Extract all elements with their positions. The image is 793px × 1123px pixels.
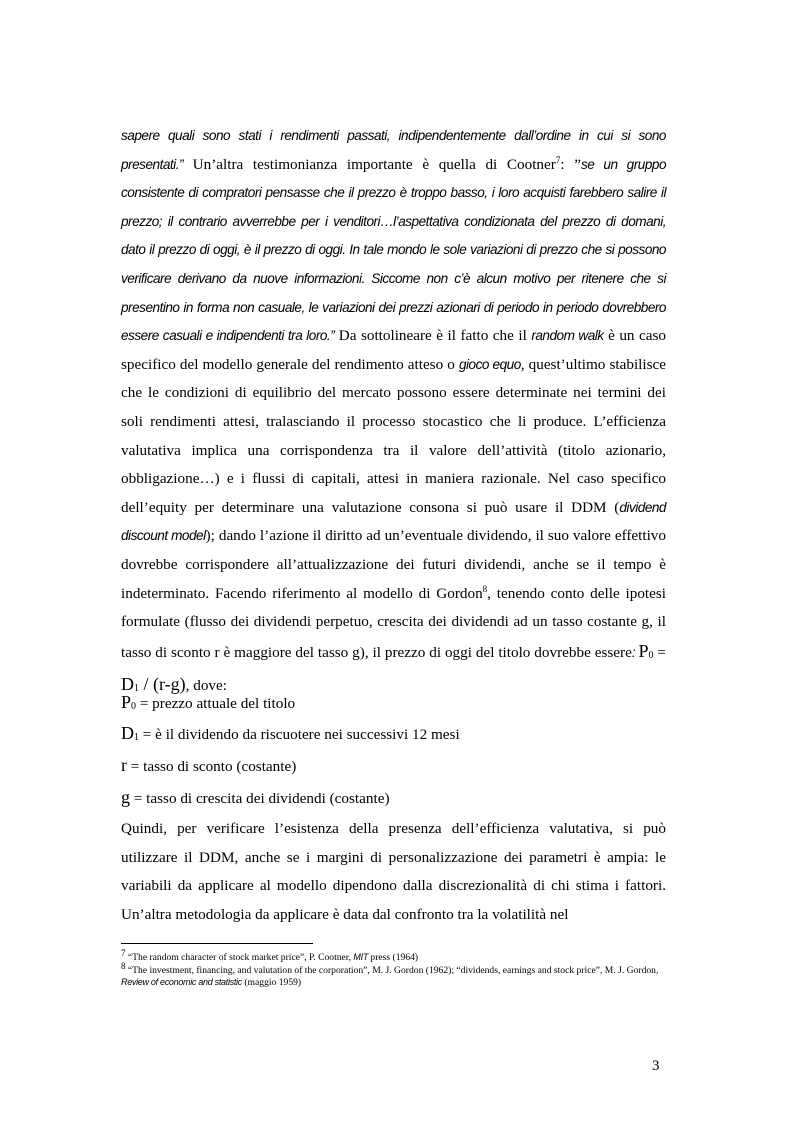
footnote-rule: [121, 943, 313, 944]
definition-p0: $P_0$ = prezzo attuale del titolo: [121, 692, 296, 712]
page-number: 3: [652, 1058, 660, 1074]
term-random-walk: random walk: [531, 328, 604, 344]
body-paragraph-1: sapere quali sono stati i rendimenti passati, indipendentemente dall’ordine in cui si sono presentati.” Un’altra testimonianza importante è quella di Cootner$^7$: ”se un gruppo consistente di compratori pensasse che il prezzo è troppo basso, i loro acquisti farebbero salire il prezzo; il contrario avverrebbe per i venditori…l’aspettativa condizionata del prezzo di domani, dato il prezzo di oggi, è il prezzo di oggi. In tale mondo le sole variazioni di prezzo che si possono verificare derivano da nuove informazioni. Siccome non c’è alcun motivo per ritenere che si presentino in forma non casuale, le variazioni dei prezzi azionari di periodo in periodo dovrebbero essere casuali e indipendenti tra loro.” Da sottolineare è il fatto che il random walk è un caso specifico del modello generale del rendimento atteso o gioco equo, quest’ultimo stabilisce che le condizioni di equilibrio del mercato possono essere determinate nei termini dei soli rendimenti attesi, tralasciando il processo stocastico che li produce. L’efficienza valutativa implica una corrispondenza tra il valore dell’attività (titolo azionario, obbligazione…) e i flussi di capitali, attesi in maniera razionale. Nel caso specifico dell’equity per determinare una valutazione consona si può usare il DDM (dividend discount model); dando l’azione il diritto ad un’eventuale dividendo, il suo valore effettivo dovrebbe corrispondere all’attualizzazione dei futuri dividendi, anche se il tempo è indeterminato. Facendo riferimento al modello di Gordon$^8$, tenendo conto delle ipotesi formulate (flusso dei dividendi perpetuo, crescita dei dividendi ad un tasso costante g, il tasso di sconto r è maggiore del tasso g), il prezzo di oggi del titolo dovrebbe essere: $P_0 = D_1 / (r-g)$, dove:: [121, 128, 666, 695]
cootner-quote: se un gruppo consistente di compratori pensasse che il prezzo è troppo basso, i loro acquisti farebbero salire il prezzo; il contrario avverrebbe per i venditori…l’aspettativa condizionata del prezzo di domani, dato il prezzo di oggi, è il prezzo di oggi. In tale mondo le sole variazioni di prezzo che si possono verificare derivano da nuove informazioni. Siccome non c’è alcun motivo per ritenere che si presentino in forma non casuale, le variazioni dei prezzi azionari di periodo in periodo dovrebbero essere casuali e indipendenti tra loro.”: [121, 156, 666, 344]
term-ddm: dividend discount model: [121, 499, 666, 544]
definition-g: g = tasso di crescita dei dividendi (costante): [121, 787, 390, 807]
quote-fragment: sapere quali sono stati i rendimenti passati, indipendentemente dall’ordine in cui si sono presentati.”: [121, 128, 666, 172]
footnote-ref-7: 7: [555, 154, 561, 165]
definition-d1: $D_1$ = è il dividendo da riscuotere nei successivi 12 mesi: [121, 723, 460, 743]
definition-r: r = tasso di sconto (costante): [121, 755, 297, 775]
footnote-ref-8: 8: [482, 583, 488, 594]
body-paragraph-2: Quindi, per verificare l’esistenza della presenza dell’efficienza valutativa, si può utilizzare il DDM, anche se i margini di personalizzazione dei parametri è ampia: le variabili da applicare al modello dipendono dalla discrezionalità di chi stima i fattori. Un’altra metodologia da applicare è data dal confronto tra la volatilità nel: [121, 820, 666, 923]
formula: $P_0 = D_1 / (r-g)$: [121, 640, 666, 695]
footnote-7: $^7$ “The random character of stock market price”, P. Cootner, MIT press (1964): [121, 947, 419, 963]
term-gioco-equo: gioco equo: [458, 356, 521, 372]
footnote-8: $^8$ “The investment, financing, and valutation of the corporation”, M. J. Gordon (1962); “dividends, earnings and stock price”, M. J. Gordon, Review of economic and statistic (maggio 1959): [121, 960, 659, 988]
